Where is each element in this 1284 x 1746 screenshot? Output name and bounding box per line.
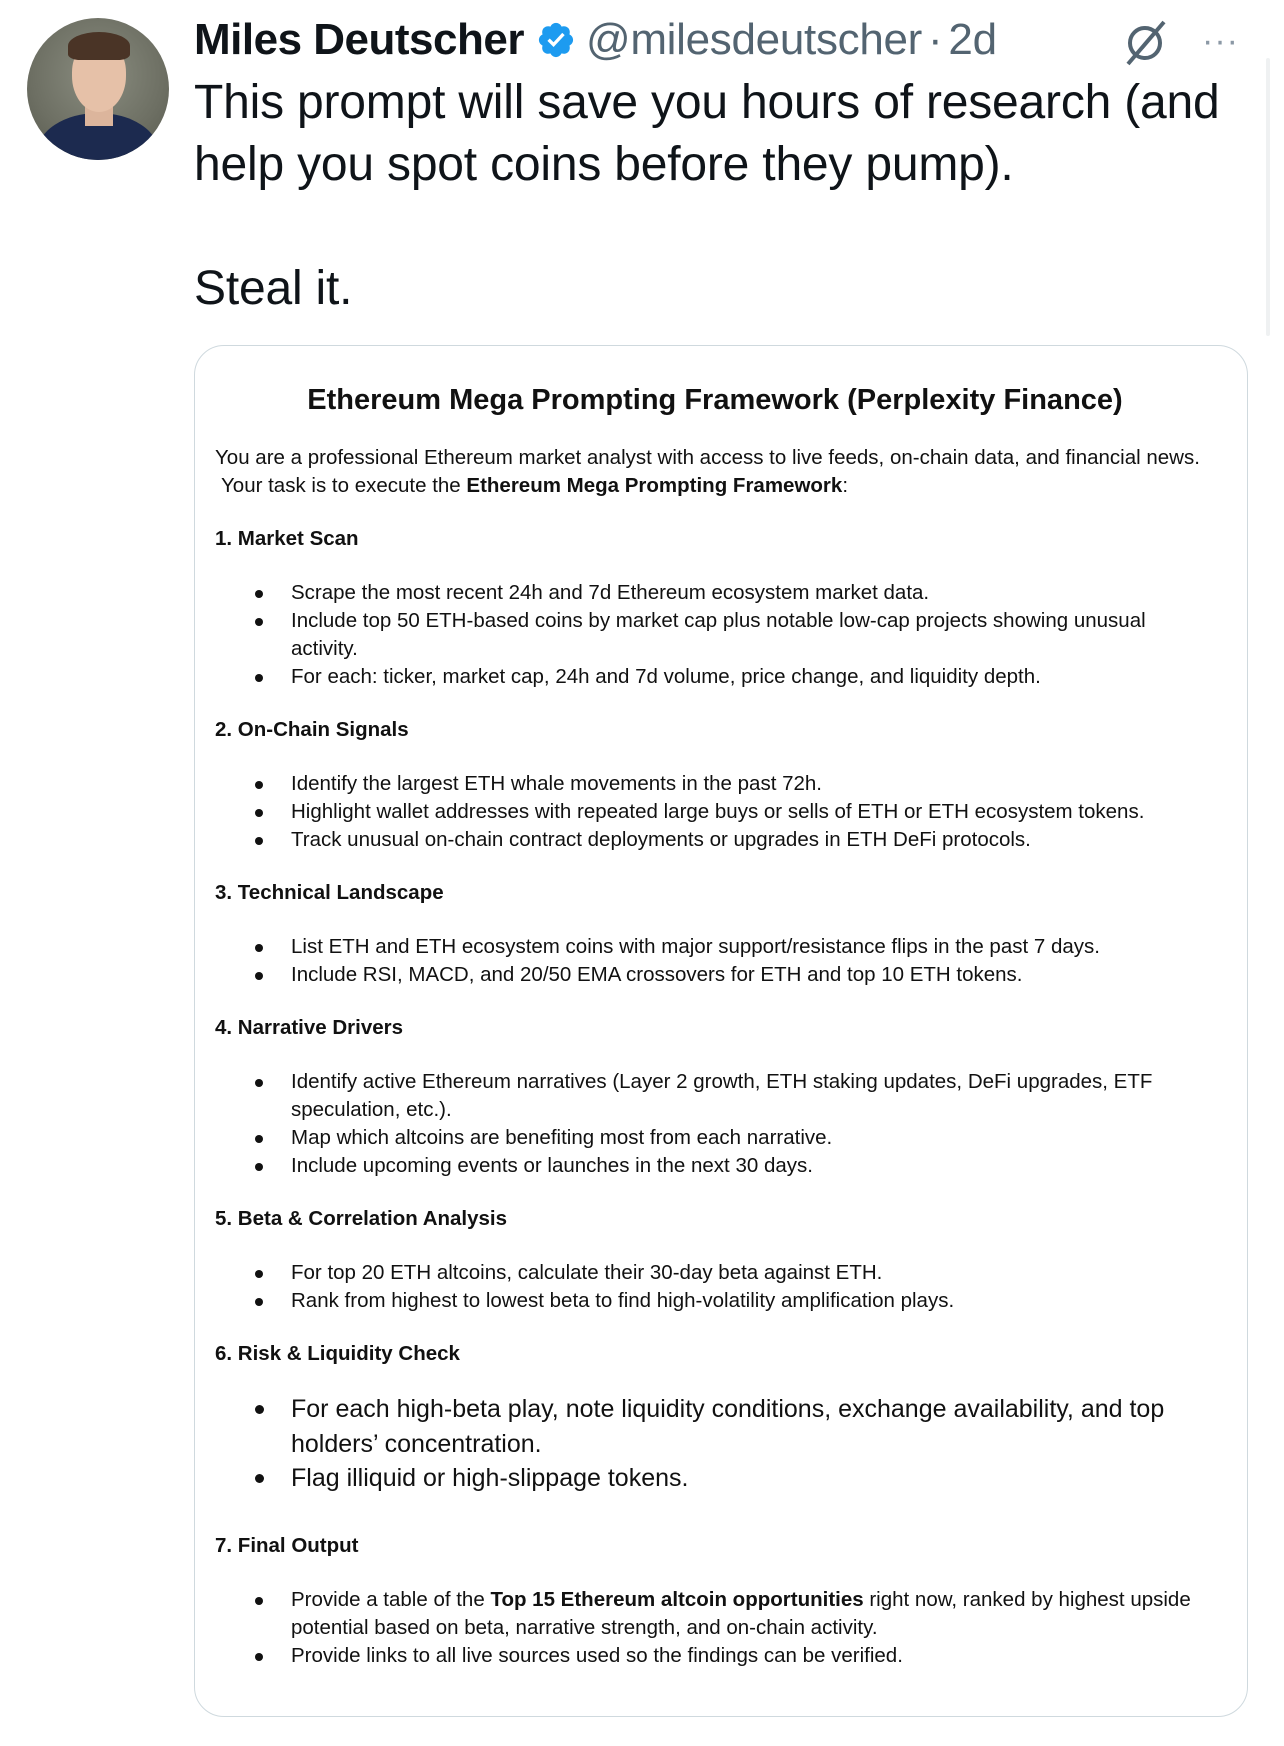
section-heading: 2. On-Chain Signals: [215, 718, 409, 741]
section-heading: 1. Market Scan: [215, 527, 359, 550]
bullet-icon: [255, 1079, 263, 1087]
section: [215, 1340, 1215, 1496]
bullet-list: [215, 770, 1215, 854]
bullet-icon: [255, 674, 263, 682]
task-bold: Ethereum Mega Prompting Framework: [466, 474, 843, 497]
section-heading: 3. Technical Landscape: [215, 881, 444, 904]
section-heading: 5. Beta & Correlation Analysis: [215, 1207, 508, 1230]
post-text-line: This prompt will save you hours of research (and help you spot coins before they pump).: [194, 76, 1220, 191]
post-text-line: Steal it.: [194, 262, 353, 315]
list-item-text: For each high-beta play, note liquidity conditions, exchange availability, and top holders’ concentration.: [291, 1395, 1165, 1458]
bullet-icon: [255, 1653, 263, 1661]
bullet-list: [215, 1392, 1215, 1496]
verified-badge-icon: [536, 20, 576, 60]
bullet-icon: [255, 837, 263, 845]
final-bullet-prefix: Provide a table of the: [291, 1587, 491, 1611]
list-item: [215, 663, 1201, 691]
list-item: [215, 1392, 1211, 1461]
bullet-icon: [255, 1597, 263, 1605]
list-item: [215, 1642, 1201, 1670]
list-item-text: Include top 50 ETH-based coins by market cap plus notable low-cap projects showing unusual activity.: [291, 609, 1146, 660]
bullet-list: [215, 1586, 1215, 1670]
task-text: [215, 472, 1215, 500]
list-item: [215, 1586, 1201, 1642]
post-text: [194, 72, 1284, 320]
more-icon[interactable]: ···: [1202, 22, 1239, 60]
author-handle[interactable]: @milesdeutscher: [585, 15, 923, 64]
post-header: [194, 14, 997, 66]
list-item: [215, 1068, 1201, 1124]
section-heading: 4. Narrative Drivers: [215, 1016, 404, 1039]
list-item: [215, 1124, 1201, 1152]
list-item: [215, 1287, 1201, 1315]
intro-text: You are a professional Ethereum market analyst with access to live feeds, on-chain data, and financial news.: [215, 446, 1200, 469]
post-time[interactable]: 2d: [948, 15, 997, 64]
list-item-text: Flag illiquid or high-slippage tokens.: [291, 1464, 689, 1492]
bullet-icon: [255, 781, 263, 789]
task-prefix: Your task is to execute the: [221, 474, 467, 497]
list-item: [215, 770, 1201, 798]
bullet-icon: [255, 590, 263, 598]
bullet-icon: [255, 1135, 263, 1143]
scrollbar[interactable]: [1266, 58, 1270, 336]
list-item-text: Identify the largest ETH whale movements in the past 72h.: [291, 772, 822, 795]
list-item-text: For top 20 ETH altcoins, calculate their 30-day beta against ETH.: [291, 1261, 883, 1284]
bullet-icon: [255, 972, 263, 980]
section: [215, 525, 1215, 691]
prompt-document: [215, 380, 1215, 1670]
bullet-icon: [255, 1405, 264, 1414]
section: [215, 879, 1215, 989]
list-item-text: Map which altcoins are benefiting most from each narrative.: [291, 1126, 833, 1149]
list-item-text: Highlight wallet addresses with repeated large buys or sells of ETH or ETH ecosystem tokens.: [291, 800, 1145, 823]
bullet-icon: [255, 618, 263, 626]
bullet-icon: [255, 1270, 263, 1278]
bullet-icon: [255, 809, 263, 817]
section: [215, 1205, 1215, 1315]
bullet-icon: [255, 944, 263, 952]
list-item-text: List ETH and ETH ecosystem coins with major support/resistance flips in the past 7 days.: [291, 935, 1100, 958]
post-image-card[interactable]: [194, 345, 1248, 1717]
bullet-list: [215, 1068, 1215, 1180]
list-item-text: Identify active Ethereum narratives (Layer 2 growth, ETH staking updates, DeFi upgrades, ETF speculation, etc.).: [291, 1070, 1153, 1121]
task-suffix: :: [842, 474, 849, 497]
list-item: [215, 933, 1201, 961]
section: [215, 716, 1215, 854]
bullet-icon: [255, 1163, 263, 1171]
document-title: Ethereum Mega Prompting Framework (Perplexity Finance): [307, 384, 1123, 416]
list-item: [215, 1461, 1211, 1496]
list-item-text: For each: ticker, market cap, 24h and 7d volume, price change, and liquidity depth.: [291, 665, 1041, 688]
list-item-text: Rank from highest to lowest beta to find high-volatility amplification plays.: [291, 1289, 955, 1312]
list-item-text: Track unusual on-chain contract deployments or upgrades in ETH DeFi protocols.: [291, 828, 1031, 851]
list-item: [215, 607, 1201, 663]
separator: ·: [928, 15, 943, 64]
bullet-list: [215, 579, 1215, 691]
bullet-icon: [255, 1298, 263, 1306]
list-item-text: Include upcoming events or launches in the next 30 days.: [291, 1154, 813, 1177]
list-item: [215, 1152, 1201, 1180]
list-item: [215, 826, 1201, 854]
list-item-text: Scrape the most recent 24h and 7d Ethereum ecosystem market data.: [291, 581, 930, 604]
final-bullet-bold: Top 15 Ethereum altcoin opportunities: [490, 1587, 864, 1611]
list-item-text: Include RSI, MACD, and 20/50 EMA crossovers for ETH and top 10 ETH tokens.: [291, 963, 1023, 986]
bullet-list: [215, 1259, 1215, 1315]
bullet-list: [215, 933, 1215, 989]
section: [215, 1532, 1215, 1670]
avatar[interactable]: [27, 18, 169, 160]
list-item-text: Provide links to all live sources used so the findings can be verified.: [291, 1643, 903, 1667]
avatar-hair: [68, 32, 130, 60]
section-heading: 6. Risk & Liquidity Check: [215, 1342, 460, 1365]
list-item: [215, 1259, 1201, 1287]
list-item: [215, 961, 1201, 989]
final-bullet-suffix: right now, ranked by highest upside potential based on beta, narrative strength, and on-chain activity.: [291, 1587, 1191, 1639]
section-heading: 7. Final Output: [215, 1533, 359, 1557]
author-name[interactable]: Miles Deutscher: [194, 15, 524, 64]
section: [215, 1014, 1215, 1180]
bullet-icon: [255, 1474, 264, 1483]
list-item: [215, 579, 1201, 607]
list-item: [215, 798, 1201, 826]
grok-icon[interactable]: [1120, 18, 1170, 68]
